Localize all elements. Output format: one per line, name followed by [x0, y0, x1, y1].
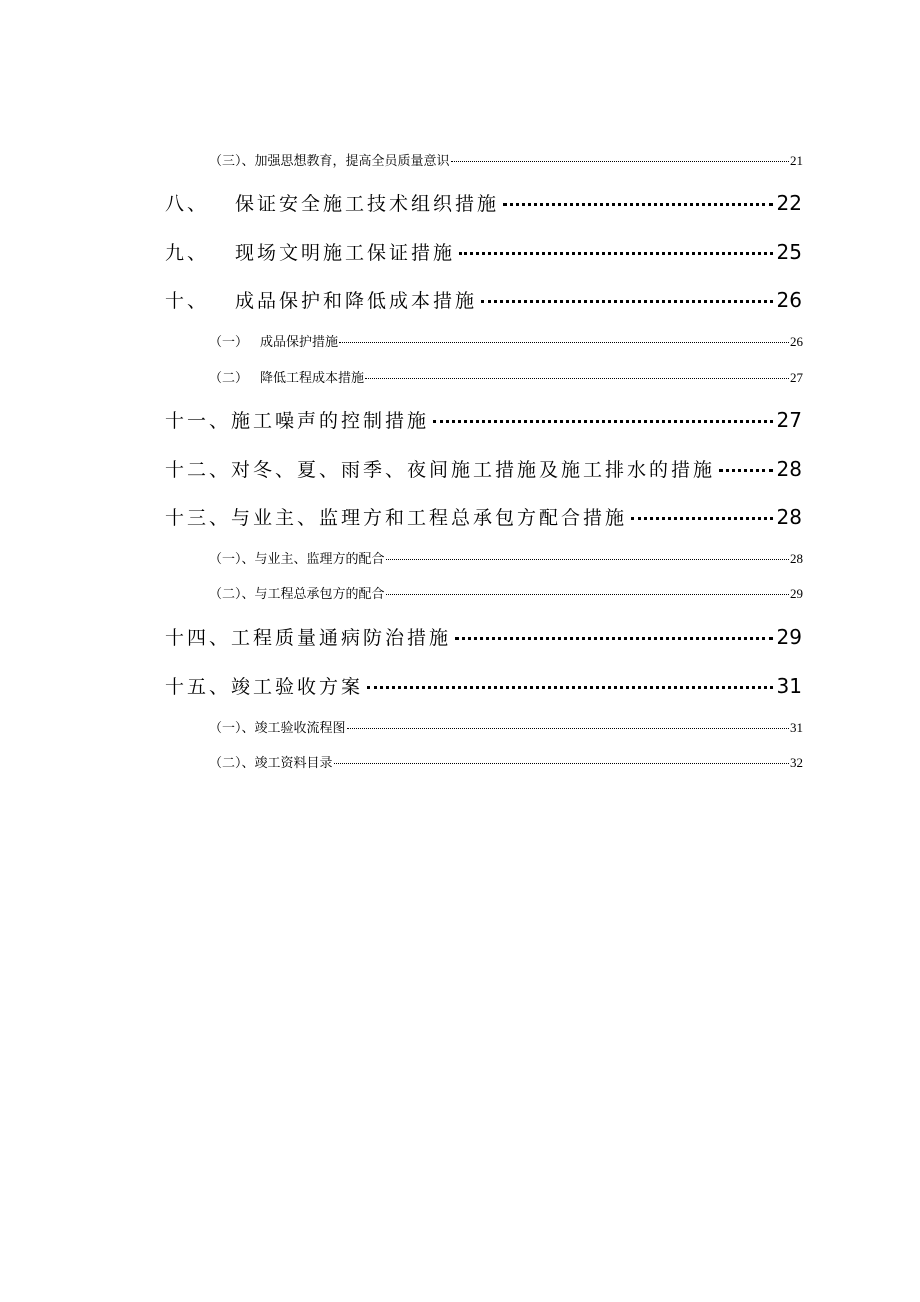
toc-page-number: 22 [776, 191, 802, 215]
toc-entry-number: 十四、 [165, 627, 232, 649]
toc-dot-leader [503, 203, 773, 206]
toc-dot-leader [455, 637, 773, 640]
toc-page-number: 28 [776, 457, 802, 481]
toc-entry-number: （二）、 [209, 756, 255, 771]
toc-page-number: 28 [790, 551, 803, 566]
toc-page-number: 32 [790, 755, 803, 770]
toc-page-number: 27 [776, 408, 802, 432]
toc-entry-number: （一） [209, 335, 249, 350]
toc-entry-number: （一）、 [209, 552, 255, 567]
toc-page-number: 31 [776, 674, 802, 698]
toc-dot-leader [367, 686, 773, 689]
toc-entry-title: 成品保护措施 [260, 335, 339, 350]
toc-entry-title: 施工噪声的控制措施 [231, 410, 430, 432]
toc-dot-leader [451, 161, 789, 162]
toc-entry-title: 保证安全施工技术组织措施 [235, 193, 500, 215]
toc-dot-leader [386, 594, 789, 595]
toc-entry-13-2[interactable] [209, 583, 803, 602]
toc-dot-leader [631, 517, 773, 520]
toc-page-number: 26 [790, 334, 803, 349]
toc-entry-title: 竣工资料目录 [254, 756, 333, 771]
toc-page-number: 26 [776, 288, 802, 312]
toc-entry-9[interactable] [165, 238, 802, 265]
toc-entry-number: （三）、 [209, 154, 255, 169]
toc-page-number: 31 [790, 720, 803, 735]
toc-entry-number: （二）、 [209, 587, 255, 602]
toc-entry-number: 十一、 [165, 410, 232, 432]
toc-entry-title: 与业主、监理方和工程总承包方配合措施 [231, 507, 628, 529]
toc-entry-15[interactable] [165, 672, 802, 699]
toc-entry-number: 九、 [165, 242, 210, 264]
toc-entry-number: 十五、 [165, 676, 232, 698]
toc-page-number: 29 [790, 586, 803, 601]
toc-entry-14[interactable] [165, 623, 802, 650]
toc-page-number: 29 [776, 625, 802, 649]
toc-entry-title: 加强思想教育，提高全员质量意识 [254, 154, 450, 169]
toc-dot-leader [347, 728, 789, 729]
toc-entry-title: 竣工验收方案 [231, 676, 364, 698]
toc-entry-8[interactable] [165, 189, 802, 216]
toc-entry-title: 与工程总承包方的配合 [254, 587, 385, 602]
toc-entry-15-2[interactable] [209, 752, 803, 771]
toc-entry-title: 竣工验收流程图 [254, 721, 346, 736]
toc-dot-leader [386, 559, 789, 560]
toc-entry-number: 十二、 [165, 459, 232, 481]
toc-entry-title: 降低工程成本措施 [260, 371, 365, 386]
toc-dot-leader [719, 469, 773, 472]
toc-entry-13[interactable] [165, 503, 802, 530]
toc-entry-number: （一）、 [209, 721, 255, 736]
toc-entry-title: 成品保护和降低成本措施 [235, 290, 478, 312]
toc-entry-title: 对冬、夏、雨季、夜间施工措施及施工排水的措施 [231, 459, 716, 481]
toc-entry-title: 与业主、监理方的配合 [254, 552, 385, 567]
toc-entry-13-1[interactable] [209, 548, 803, 567]
toc-page-number: 28 [776, 505, 802, 529]
toc-page-number: 27 [790, 370, 803, 385]
toc-dot-leader [365, 378, 789, 379]
toc-entry-number: 八、 [165, 193, 210, 215]
toc-page-number: 21 [790, 153, 803, 168]
toc-entry-12[interactable] [165, 455, 802, 482]
toc-dot-leader [334, 763, 789, 764]
toc-entry-title: 现场文明施工保证措施 [235, 242, 456, 264]
toc-entry-10[interactable] [165, 286, 802, 313]
toc-entry-number: （二） [209, 371, 249, 386]
toc-dot-leader [459, 252, 773, 255]
toc-entry-15-1[interactable] [209, 717, 803, 736]
toc-entry-number: 十三、 [165, 507, 232, 529]
toc-entry-10-2[interactable] [209, 367, 803, 386]
toc-dot-leader [339, 342, 789, 343]
toc-page-number: 25 [776, 240, 802, 264]
toc-entry-11[interactable] [165, 406, 802, 433]
toc-entry-number: 十、 [165, 290, 210, 312]
toc-dot-leader [433, 420, 773, 423]
toc-entry-title: 工程质量通病防治措施 [231, 627, 452, 649]
toc-dot-leader [481, 300, 773, 303]
toc-entry-10-1[interactable] [209, 331, 803, 350]
toc-entry-3-3[interactable] [209, 150, 803, 169]
